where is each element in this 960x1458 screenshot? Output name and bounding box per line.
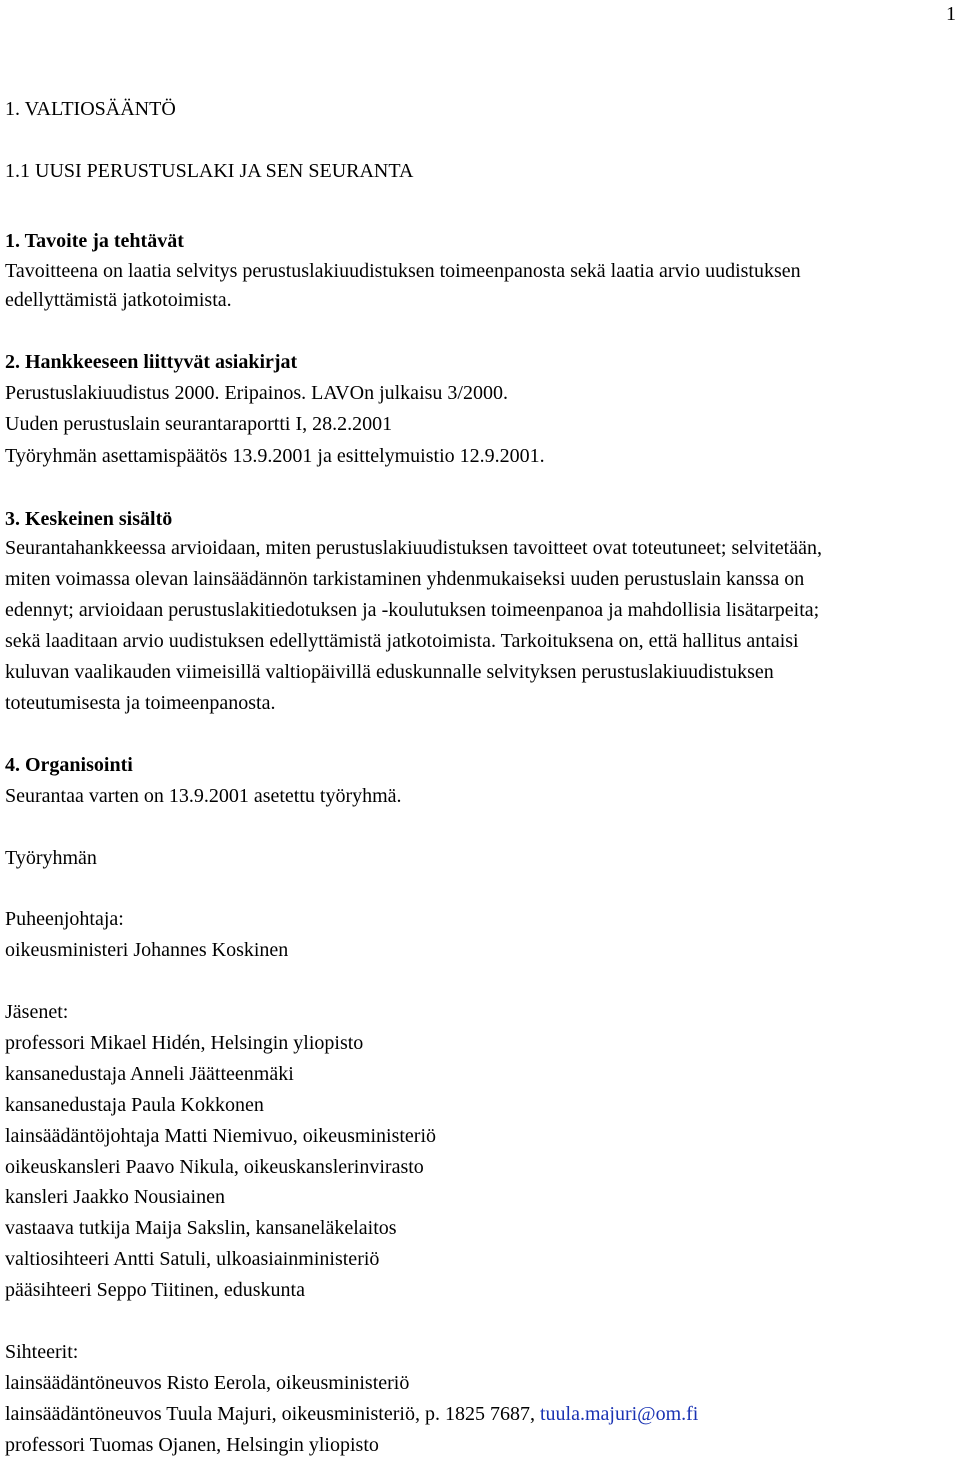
section-2-line: Perustuslakiuudistus 2000. Eripainos. LAVOn julkaisu 3/2000. <box>5 382 508 404</box>
member-item: lainsäädäntöjohtaja Matti Niemivuo, oikeusministeriö <box>5 1125 437 1147</box>
secretary-item: lainsäädäntöneuvos Risto Eerola, oikeusministeriö <box>5 1372 410 1394</box>
section-2-line: Työryhmän asettamispäätös 13.9.2001 ja esittelymuistio 12.9.2001. <box>5 445 545 467</box>
section-2-title: 2. Hankkeeseen liittyvät asiakirjat <box>5 351 298 373</box>
section-3-line: kuluvan vaalikauden viimeisillä valtiopäivillä eduskunnalle selvityksen perustuslakiuudistuksen <box>5 661 774 683</box>
section-3-line: sekä laaditaan arvio uudistuksen edellyttämistä jatkotoimista. Tarkoituksena on, että hallitus antaisi <box>5 630 799 652</box>
member-item: valtiosihteeri Antti Satuli, ulkoasiainministeriö <box>5 1248 380 1270</box>
member-item: kansleri Jaakko Nousiainen <box>5 1186 225 1208</box>
secretaries-label: Sihteerit: <box>5 1341 79 1363</box>
member-item: kansanedustaja Anneli Jäätteenmäki <box>5 1063 294 1085</box>
section-1-title: 1. Tavoite ja tehtävät <box>5 230 184 252</box>
section-1-line: edellyttämistä jatkotoimista. <box>5 289 232 311</box>
secretary-item-with-email <box>5 1401 698 1427</box>
member-item: pääsihteeri Seppo Tiitinen, eduskunta <box>5 1279 305 1301</box>
chair-label: Puheenjohtaja: <box>5 908 124 930</box>
members-label: Jäsenet: <box>5 1001 69 1023</box>
page-number: 1 <box>946 3 956 25</box>
member-item: professori Mikael Hidén, Helsingin yliopisto <box>5 1032 364 1054</box>
email-link[interactable]: tuula.majuri@om.fi <box>539 1403 699 1425</box>
section-4-line: Seurantaa varten on 13.9.2001 asetettu työryhmä. <box>5 785 402 807</box>
section-4-title: 4. Organisointi <box>5 754 133 776</box>
section-3-line: Seurantahankkeessa arvioidaan, miten perustuslakiuudistuksen tavoitteet ovat toteutuneet; selvitetään, <box>5 537 822 559</box>
secretary-item: professori Tuomas Ojanen, Helsingin yliopisto <box>5 1434 379 1456</box>
member-item: kansanedustaja Paula Kokkonen <box>5 1094 264 1116</box>
section-3-line: toteutumisesta ja toimeenpanosta. <box>5 692 276 714</box>
heading-perustuslaki: 1.1 UUSI PERUSTUSLAKI JA SEN SEURANTA <box>5 160 414 182</box>
heading-valtiosaanto: 1. VALTIOSÄÄNTÖ <box>5 98 176 120</box>
section-3-title: 3. Keskeinen sisältö <box>5 508 173 530</box>
section-2-line: Uuden perustuslain seurantaraportti I, 28.2.2001 <box>5 413 393 435</box>
member-item: vastaava tutkija Maija Sakslin, kansaneläkelaitos <box>5 1217 397 1239</box>
chair-name: oikeusministeri Johannes Koskinen <box>5 939 289 961</box>
section-3-line: edennyt; arvioidaan perustuslakitiedotuksen ja -koulutuksen toimeenpanoa ja mahdollisia lisätarpeita; <box>5 599 820 621</box>
member-item: oikeuskansleri Paavo Nikula, oikeuskanslerinvirasto <box>5 1156 424 1178</box>
group-label: Työryhmän <box>5 847 97 869</box>
section-1-line: Tavoitteena on laatia selvitys perustuslakiuudistuksen toimeenpanosta sekä laatia arvio uudistuksen <box>5 260 801 282</box>
secretary-text: lainsäädäntöneuvos Tuula Majuri, oikeusministeriö, p. 1825 7687, <box>5 1403 540 1425</box>
section-3-line: miten voimassa olevan lainsäädännön tarkistaminen yhdenmukaiseksi uuden perustuslain kanssa on <box>5 568 805 590</box>
